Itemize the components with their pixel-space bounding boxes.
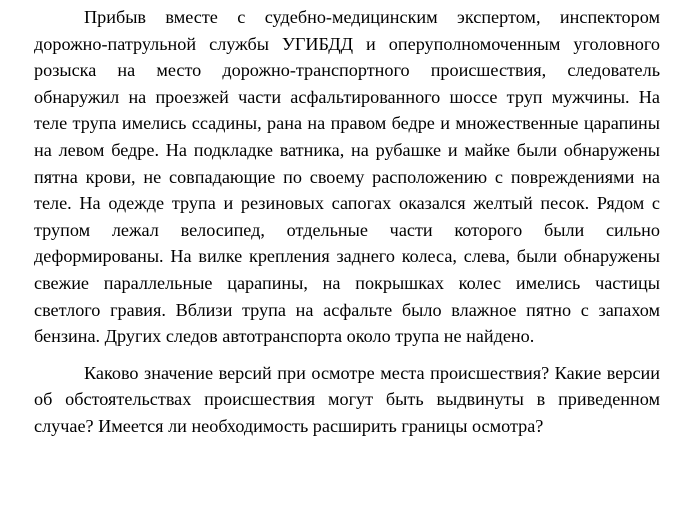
text-line: бензина. Других следов автотранспорта около трупа не найдено. — [34, 326, 535, 347]
text-line: Прибыв вместе с судебно-медицинским экспертом, инспектором — [84, 7, 660, 27]
text-line: деформированы. На вилке крепления заднего колеса, слева, были обнаружены — [34, 246, 660, 267]
text-line: случае? Имеется ли необходимость расширить границы осмотра? — [34, 415, 544, 436]
paragraph-case-description — [34, 4, 660, 350]
paragraph-questions — [34, 360, 660, 440]
text-line: теле. На одежде трупа и резиновых сапогах оказался желтый песок. Рядом с — [34, 193, 660, 214]
text-line: обнаружил на проезжей части асфальтированного шоссе труп мужчины. На — [34, 86, 660, 107]
text-line: свежие параллельные царапины, на покрышках колес имелись частицы — [34, 272, 660, 293]
document-page — [34, 4, 660, 440]
text-line: дорожно-патрульной службы УГИБДД и оперуполномоченным уголовного — [34, 33, 660, 54]
text-line: об обстоятельствах происшествия могут быть выдвинуты в приведенном — [34, 389, 660, 410]
text-line: трупом лежал велосипед, отдельные части которого были сильно — [34, 219, 660, 240]
text-line: светлого гравия. Вблизи трупа на асфальте было влажное пятно с запахом — [34, 299, 660, 320]
text-line: пятна крови, не совпадающие по своему расположению с повреждениями на — [34, 166, 660, 187]
text-line: розыска на место дорожно-транспортного происшествия, следователь — [34, 60, 660, 81]
text-line: Каково значение версий при осмотре места происшествия? Какие версии — [84, 362, 660, 383]
text-line: теле трупа имелись ссадины, рана на правом бедре и множественные царапины — [34, 113, 660, 134]
paragraph-gap — [34, 350, 660, 360]
text-line: на левом бедре. На подкладке ватника, на рубашке и майке были обнаружены — [34, 139, 660, 160]
